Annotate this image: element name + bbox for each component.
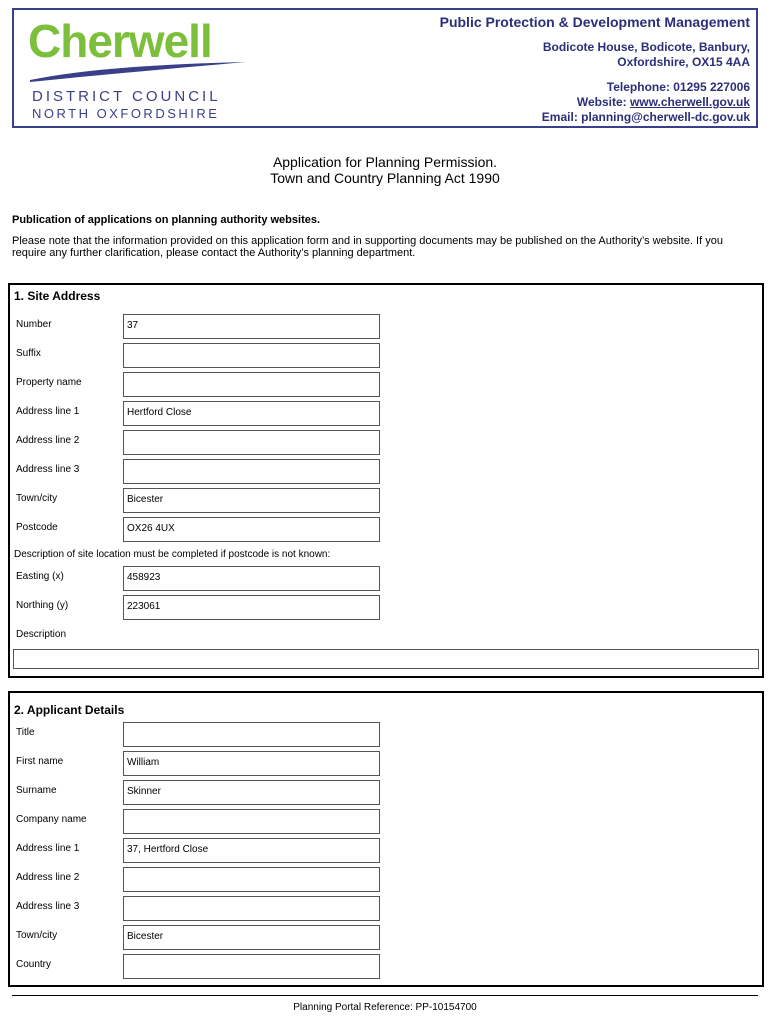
email-link[interactable]: planning@cherwell-dc.gov.uk [581,110,750,124]
number-field[interactable]: 37 [123,314,380,339]
header-banner [12,8,758,128]
site-address-section [8,283,764,678]
logo-region-text: NORTH OXFORDSHIRE [32,106,220,121]
section-title: 2. Applicant Details [14,703,125,717]
address-line-3-field[interactable] [123,459,380,484]
cherwell-logo: Cherwell [28,15,212,67]
address-line-2-field[interactable] [123,867,380,892]
field-label: Address line 2 [16,872,80,883]
field-label: Postcode [16,522,58,533]
field-label: Address line 3 [16,464,80,475]
form-title-line-1: Application for Planning Permission. [272,154,498,170]
title-field[interactable] [123,722,380,747]
field-label: First name [16,756,64,767]
website-label: Website: [576,95,630,109]
publication-text: Please note that the information provided on this application form and in supporting documents may be published on the Authority’s website. If you require any further clarification, please contact the Authority’s planning department. [12,235,723,259]
northing-field[interactable]: 223061 [123,595,380,620]
field-label: Surname [16,785,57,796]
address-line-1-field[interactable]: 37, Hertford Close [123,838,380,863]
telephone: Telephone: 01295 227006 [606,80,750,94]
town-city-field[interactable]: Bicester [123,925,380,950]
field-label: Address line 1 [16,843,80,854]
form-title [0,154,770,186]
description-field[interactable] [13,649,759,669]
field-label: Title [16,727,35,738]
easting-field[interactable]: 458923 [123,566,380,591]
field-label: Town/city [16,930,58,941]
contact-block [440,14,750,125]
form-title-line-2: Town and Country Planning Act 1990 [270,170,500,186]
website-link[interactable]: www.cherwell.gov.uk [629,95,750,109]
logo-swoosh-icon [28,60,248,84]
postcode-field[interactable]: OX26 4UX [123,517,380,542]
surname-field[interactable]: Skinner [123,780,380,805]
field-label: Northing (y) [16,600,69,611]
location-note: Description of site location must be completed if postcode is not known: [14,549,331,560]
department-name: Public Protection & Development Management [439,14,750,30]
field-label: Address line 2 [16,435,80,446]
first-name-field[interactable]: William [123,751,380,776]
suffix-field[interactable] [123,343,380,368]
property-name-field[interactable] [123,372,380,397]
field-label: Number [16,319,52,330]
field-label: Suffix [16,348,41,359]
field-label: Town/city [16,493,58,504]
field-label: Company name [16,814,87,825]
town-city-field[interactable]: Bicester [123,488,380,513]
address-line-1: Bodicote House, Bodicote, Banbury, [542,40,750,54]
portal-reference: Planning Portal Reference: PP-10154700 [293,1002,477,1013]
address-line-1-field[interactable]: Hertford Close [123,401,380,426]
footer-divider [12,995,758,996]
address-line-2-field[interactable] [123,430,380,455]
field-label: Address line 3 [16,901,80,912]
company-name-field[interactable] [123,809,380,834]
country-field[interactable] [123,954,380,979]
applicant-details-section [8,691,764,987]
publication-heading: Publication of applications on planning authority websites. [12,214,321,226]
field-label: Easting (x) [16,571,64,582]
field-label: Country [16,959,52,970]
field-label: Property name [16,377,82,388]
field-label: Description [16,629,67,640]
field-label: Address line 1 [16,406,80,417]
section-title: 1. Site Address [14,289,101,303]
address-line-2: Oxfordshire, OX15 4AA [617,55,750,69]
logo-council-text: DISTRICT COUNCIL [32,88,221,105]
address-line-3-field[interactable] [123,896,380,921]
email-label: Email: [541,110,582,124]
